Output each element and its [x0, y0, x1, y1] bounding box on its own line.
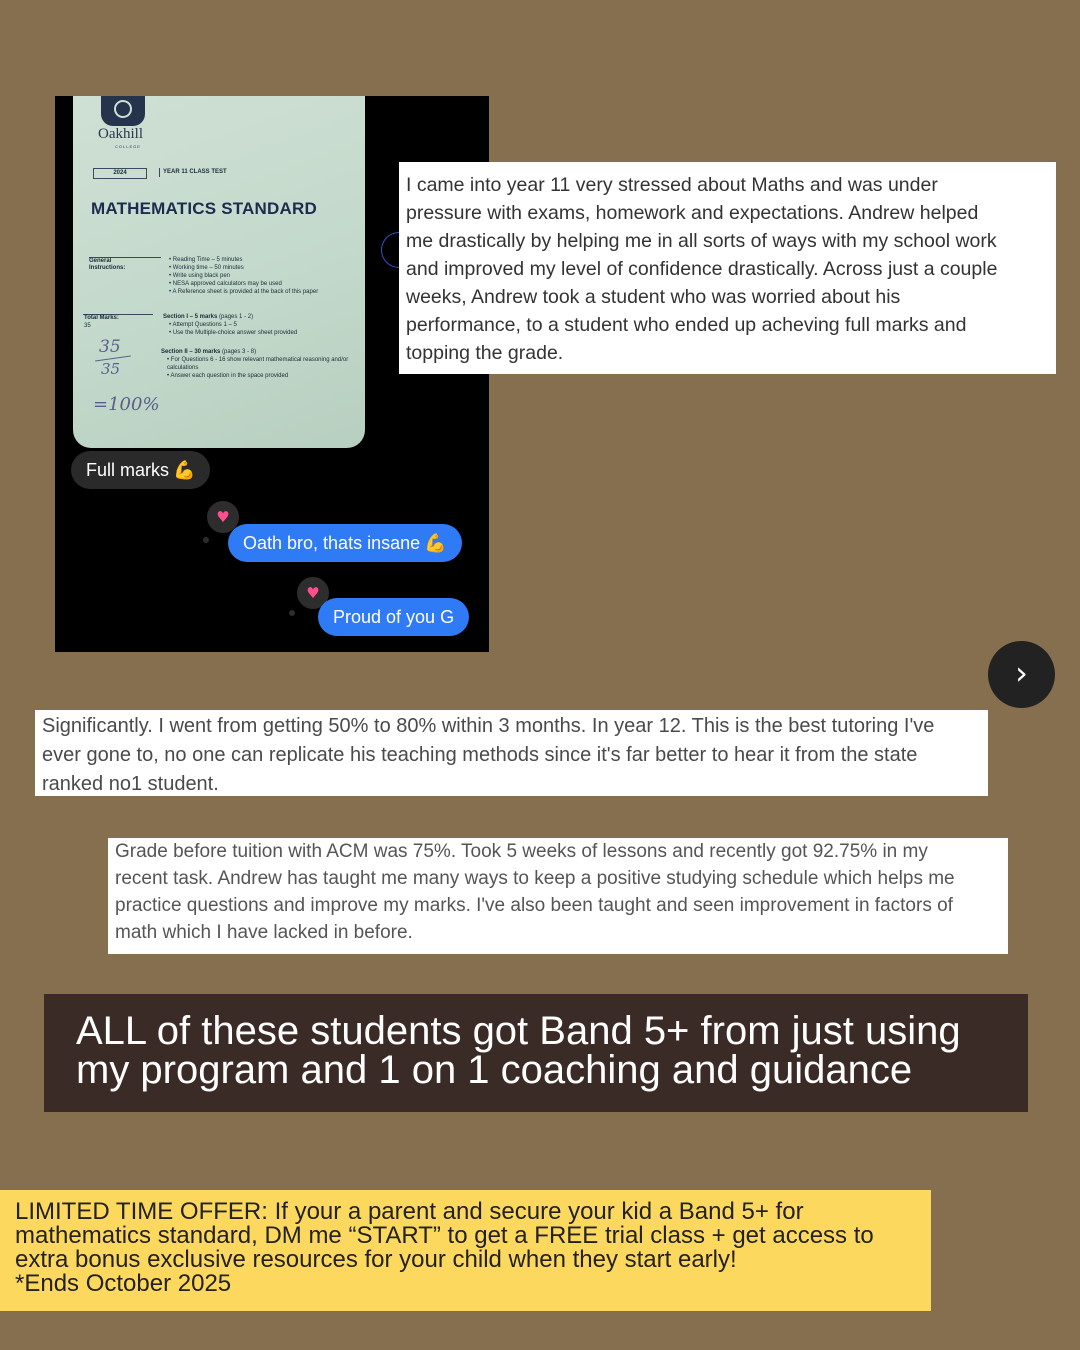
offer-line: mathematics standard, DM me “START” to get a FREE trial class + get access to [15, 1222, 874, 1249]
review-line: pressure with exams, homework and expectations. Andrew helped [406, 202, 979, 224]
review-line: topping the grade. [406, 342, 564, 364]
section-1-list [169, 321, 359, 337]
general-instructions-label: General Instructions: [89, 258, 126, 271]
flexed-biceps-icon: 💪 [173, 460, 196, 481]
next-slide-button[interactable] [988, 641, 1055, 708]
review-line: ranked no1 student. [42, 773, 219, 795]
handwritten-percent: =100% [93, 394, 160, 415]
school-name: Oakhill [98, 126, 143, 142]
instruction-item: • Write using black pen [169, 272, 359, 280]
exam-title: MATHEMATICS STANDARD [91, 199, 317, 218]
heart-reaction-icon: ♥ [205, 499, 241, 535]
total-marks-label: Total Marks: [84, 315, 119, 321]
review-line: Grade before tuition with ACM was 75%. Took 5 weeks of lessons and recently got 92.75% in my [115, 841, 928, 862]
instruction-item: • NESA approved calculators may be used [169, 280, 359, 288]
instruction-item: • Working time – 50 minutes [169, 264, 359, 272]
instruction-item: • For Questions 6 - 16 show relevant mathematical reasoning and/or calculations [167, 356, 363, 372]
offer-line: extra bonus exclusive resources for your child when they start early! [15, 1246, 737, 1273]
message-bubble-sent: Proud of you G [318, 598, 469, 636]
instruction-item: • Use the Multiple-choice answer sheet provided [169, 329, 359, 337]
review-line: weeks, Andrew took a student who was worried about his [406, 286, 901, 308]
review-line: I came into year 11 very stressed about Maths and was under [406, 174, 938, 196]
instruction-item: • Attempt Questions 1 – 5 [169, 321, 359, 329]
claim-line: ALL of these students got Band 5+ from just using [76, 1009, 961, 1053]
handwritten-score-bottom: 35 [101, 360, 121, 378]
instruction-item: • A Reference sheet is provided at the back of this paper [169, 288, 359, 296]
review-card-1 [399, 162, 1056, 374]
review-line: Significantly. I went from getting 50% to 80% within 3 months. In year 12. This is the best tutoring I've [42, 715, 935, 737]
instruction-item: • Reading Time – 5 minutes [169, 256, 359, 264]
claim-banner [44, 994, 1028, 1112]
flexed-biceps-icon: 💪 [424, 533, 447, 554]
instruction-item: • Answer each question in the space provided [167, 372, 363, 380]
handwritten-score-top: 35 [99, 337, 121, 357]
review-line: performance, to a student who ended up acheving full marks and [406, 314, 967, 336]
offer-end-date: *Ends October 2025 [15, 1270, 232, 1297]
general-instructions-list [169, 256, 359, 296]
chevron-right-icon: › [1015, 654, 1028, 692]
review-line: math which I have lacked in before. [115, 922, 413, 943]
message-bubble-received: Full marks 💪 [71, 451, 210, 489]
review-line: me drastically by helping me in all sorts of ways with my school work [406, 230, 997, 252]
review-line: ever gone to, no one can replicate his teaching methods since it's far better to hear it from the state [42, 744, 918, 766]
section-1-heading: Section I – 5 marks (pages 1 - 2) [163, 314, 254, 320]
section-2-heading: Section II – 30 marks (pages 3 - 8) [161, 349, 257, 355]
section-2-list [167, 356, 363, 380]
review-line: practice questions and improve my marks. I've also been taught and seen improvement in factors of [115, 895, 953, 916]
exam-year: 2024 [93, 168, 147, 179]
school-subtitle: COLLEGE [115, 144, 141, 149]
review-card-3 [108, 838, 1008, 954]
heart-reaction-icon: ♥ [295, 575, 331, 611]
school-crest-icon [101, 96, 145, 126]
offer-banner [0, 1190, 931, 1311]
review-line: and improved my level of confidence drastically. Across just a couple [406, 258, 998, 280]
exam-paper-photo [73, 96, 365, 448]
exam-test-label: YEAR 11 CLASS TEST [159, 168, 227, 177]
message-bubble-sent: Oath bro, thats insane 💪 [228, 524, 462, 562]
total-marks-value: 35 [84, 323, 91, 329]
review-line: recent task. Andrew has taught me many ways to keep a positive studying schedule which helps me [115, 868, 955, 889]
review-card-2 [35, 710, 988, 796]
offer-line: LIMITED TIME OFFER: If your a parent and secure your kid a Band 5+ for [15, 1198, 804, 1225]
claim-line: my program and 1 on 1 coaching and guidance [76, 1048, 913, 1092]
